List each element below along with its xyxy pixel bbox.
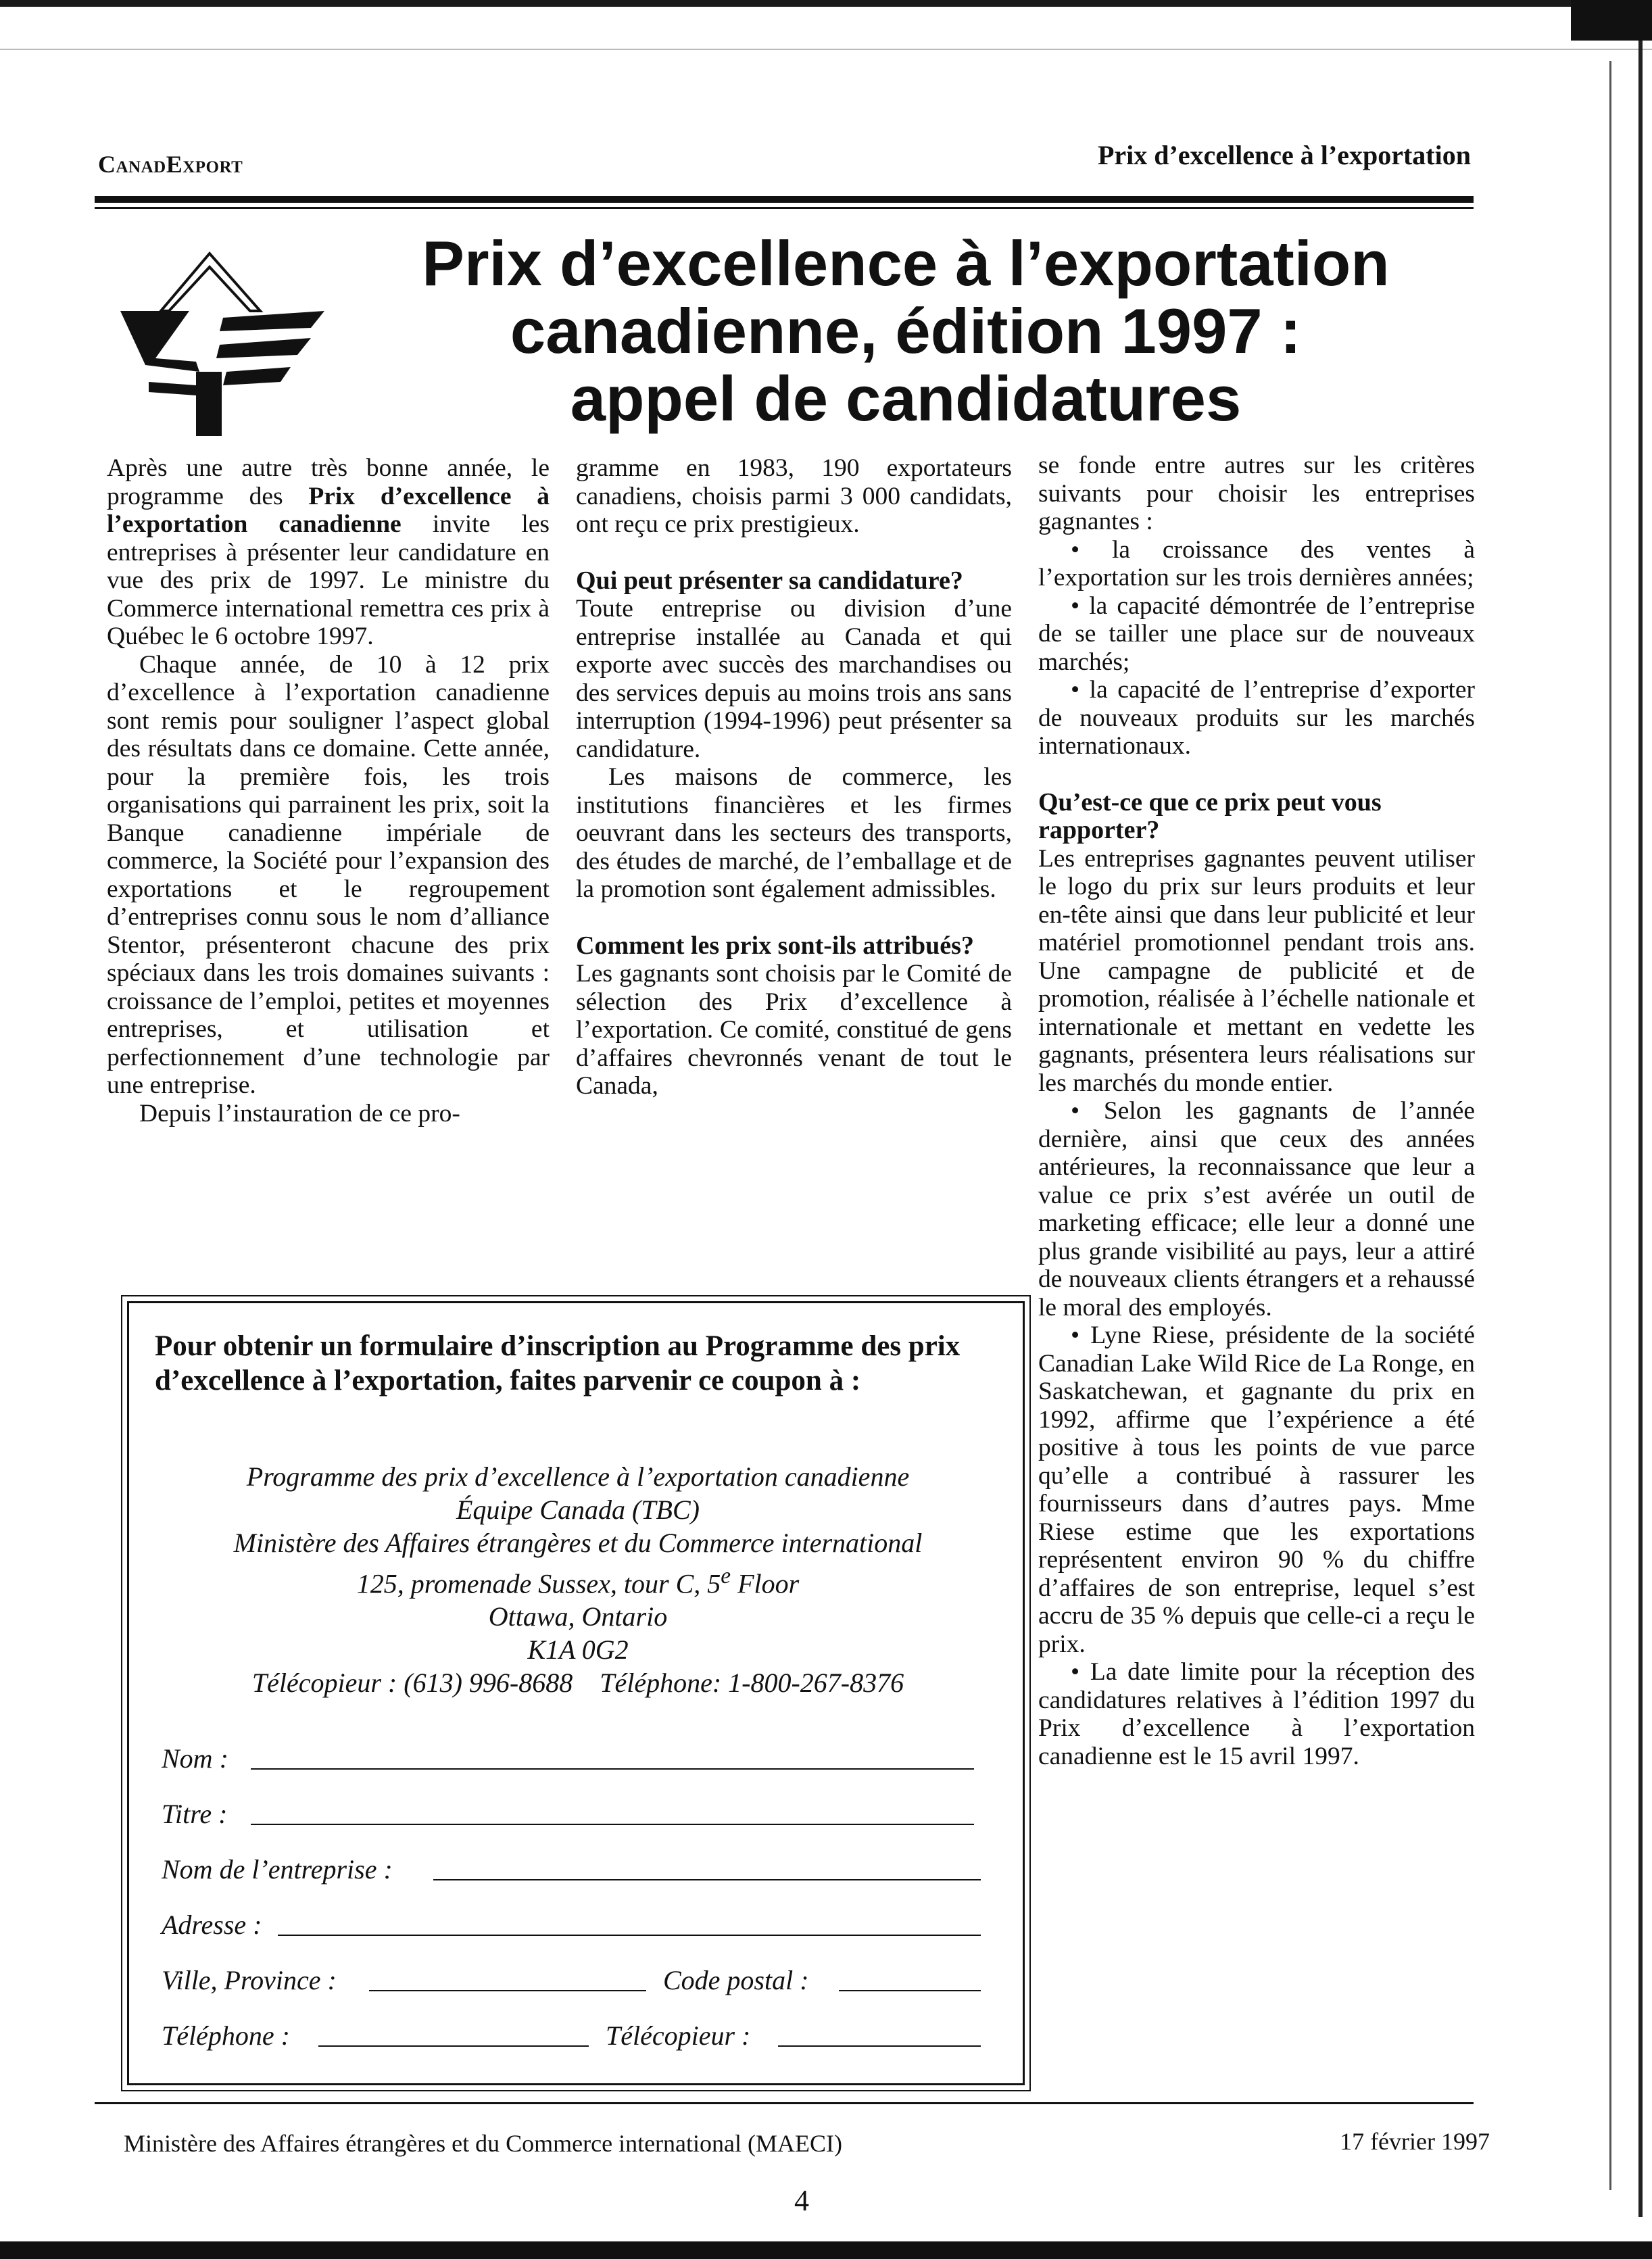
field-label-nom: Nom : (162, 1743, 228, 1774)
coupon-box (127, 1301, 1025, 2085)
field-line-adresse[interactable] (278, 1935, 981, 1936)
footer-rule (95, 2102, 1474, 2104)
article-column-3 (1038, 452, 1475, 1770)
bullet-item: • la croissance des ventes à l’exportation sur les trois dernières années; (1038, 535, 1475, 591)
field-line-ville[interactable] (369, 1990, 646, 1991)
scan-corner-mark (1571, 0, 1652, 41)
article-column-1 (107, 454, 550, 1127)
article-column-2 (576, 454, 1012, 1100)
field-line-telephone[interactable] (318, 2045, 589, 2047)
paragraph: se fonde entre autres sur les critères suivants pour choisir les entreprises gagnantes : (1038, 452, 1475, 535)
bullet-item: • la capacité démontrée de l’entreprise de se tailler une place sur de nouveaux marchés; (1038, 591, 1475, 676)
paragraph: Les gagnants sont choisis par le Comité de sélection des Prix d’excellence à l’exportation. Ce comité, constitué de gens d’affaires chevronnés venant de tout le Canada, (576, 960, 1012, 1100)
paragraph: Après une autre très bonne année, le programme des Prix d’excellence à l’exportation canadienne invite les entreprises à présenter leur candidature en vue des prix de 1997. Le ministre du Commerce international remettra ces prix à Québec le 6 octobre 1997. (107, 454, 550, 650)
article-title (338, 230, 1474, 433)
field-line-telecopieur[interactable] (778, 2045, 981, 2047)
paragraph: Les entreprises gagnantes peuvent utiliser le logo du prix sur leurs produits et leur en-tête ainsi que dans leur publicité et leur matériel promotionnel pendant trois ans. Une campagne de publicité et de promotion, réalisée à l’échelle nationale et internationale et mettant en vedette les gagnants, présentera leurs réalisations sur les marchés du monde entier. (1038, 844, 1475, 1097)
title-line: appel de candidatures (570, 363, 1242, 434)
title-line: canadienne, édition 1997 : (510, 295, 1302, 366)
address-line: Ministère des Affaires étrangères et du Commerce international (233, 1528, 923, 1558)
subheading: Comment les prix sont-ils attribués? (576, 931, 974, 960)
coupon-heading: Pour obtenir un formulaire d’inscription au Programme des prix d’excellence à l’exportation, faites parvenir ce coupon à : (155, 1330, 961, 1396)
scan-line-right (1609, 61, 1611, 2190)
field-line-entreprise[interactable] (433, 1879, 981, 1880)
paragraph: Les maisons de commerce, les institutions financières et les firmes oeuvrant dans les secteurs des transports, des études de marché, de l’emballage et de la promotion sont également admissibles. (576, 763, 1012, 903)
coupon-address (129, 1460, 1027, 1699)
paragraph: Toute entreprise ou division d’une entreprise installée au Canada et qui exporte avec succès des marchandises ou des services depuis au moins trois ans sans interruption (1994-1996) peut présenter sa candidature. (576, 595, 1012, 763)
address-line: Programme des prix d’excellence à l’exportation canadienne (246, 1461, 910, 1492)
address-line: K1A 0G2 (527, 1634, 629, 1666)
page-number: 4 (794, 2184, 809, 2217)
paragraph: Chaque année, de 10 à 12 prix d’excellence à l’exportation canadienne sont remis pour souligner l’aspect global des résultats dans ce domaine. Cette année, pour la première fois, les trois organisations qui parrainent les prix, soit la Banque canadienne impériale de commerce, la Société pour l’expansion des exportations et le regroupement d’entreprises connu sous le nom d’alliance Stentor, présenteront chacune des prix spéciaux dans les trois domaines suivants : croissance de l’emploi, petites et moyennes entreprises, et utilisation et perfectionnement d’une technologie par une entreprise. (107, 650, 550, 1099)
field-label-titre: Titre : (162, 1799, 228, 1829)
bullet-item: • Lyne Riese, présidente de la société Canadian Lake Wild Rice de La Ronge, en Saskatchewan, et gagnante du prix en 1992, affirme que l’expérience a été positive à tous les points de vue parce qu’elle a contribué à rassurer les fournisseurs dans d’autres pays. Mme Riese estime que les exportations représentent environ 90 % du chiffre d’affaires de son entreprise, lequel s’est accru de 35 % depuis que celle-ci a reçu le prix. (1038, 1321, 1475, 1658)
field-label-adresse: Adresse : (162, 1910, 262, 1940)
field-label-telecopieur: Télécopieur : (606, 2020, 751, 2051)
field-line-titre[interactable] (251, 1824, 974, 1825)
publication-name: CanadExport (98, 151, 243, 178)
field-label-ville: Ville, Province : (162, 1965, 337, 1995)
fax-number: Télécopieur : (613) 996-8688 (251, 1668, 573, 1699)
field-label-entreprise: Nom de l’entreprise : (162, 1854, 393, 1885)
footer-ministry: Ministère des Affaires étrangères et du Commerce international (MAECI) (124, 2130, 842, 2157)
scan-border-top (0, 0, 1652, 7)
bullet-item: • La date limite pour la réception des candidatures relatives à l’édition 1997 du Prix d’excellence à l’exportation canadienne est le 15 avril 1997. (1038, 1658, 1475, 1770)
field-line-code-postal[interactable] (839, 1990, 981, 1991)
subheading: Qui peut présenter sa candidature? (576, 566, 963, 595)
phone-number: Téléphone: 1-800-267-8376 (600, 1668, 904, 1699)
field-label-code-postal: Code postal : (663, 1965, 809, 1995)
header-rule-thick (95, 196, 1474, 203)
address-line: Ottawa, Ontario (488, 1601, 668, 1632)
address-line: Équipe Canada (TBC) (456, 1495, 700, 1525)
bullet-item: • Selon les gagnants de l’année dernière, ainsi que ceux des années antérieures, la reconnaissance que leur a value ce prix s’est avérée un outil de marketing efficace; elle leur a donné une plus grande visibilité au pays, leur a attiré de nouveaux clients étrangers et a rehaussé le moral des employés. (1038, 1097, 1475, 1321)
paragraph: Depuis l’instauration de ce pro- (139, 1099, 460, 1127)
address-line: 125, promenade Sussex, tour C, 5e Floor (356, 1563, 800, 1599)
scan-line (0, 49, 1652, 50)
bullet-item: • la capacité de l’entreprise d’exporter de nouveaux produits sur les marchés internationaux. (1038, 676, 1475, 760)
scan-border-bottom (0, 2241, 1652, 2259)
title-line: Prix d’excellence à l’exportation (422, 228, 1390, 299)
contact-line (129, 1666, 1027, 1699)
program-name: Prix d’excellence à l’exportation canadienne (107, 482, 550, 538)
section-title: Prix d’excellence à l’exportation (1097, 140, 1471, 170)
field-label-telephone: Téléphone : (162, 2020, 290, 2051)
field-line-nom[interactable] (251, 1768, 974, 1770)
subheading: Qu’est-ce que ce prix peut vous rapporter? (1038, 787, 1382, 844)
scan-border-right (1638, 41, 1643, 2217)
header-rule-thin (95, 207, 1474, 209)
paragraph: gramme en 1983, 190 exportateurs canadiens, choisis parmi 3 000 candidats, ont reçu ce prix prestigieux. (576, 454, 1012, 538)
footer-date: 17 février 1997 (1340, 2128, 1490, 2155)
award-logo-icon (108, 247, 331, 450)
